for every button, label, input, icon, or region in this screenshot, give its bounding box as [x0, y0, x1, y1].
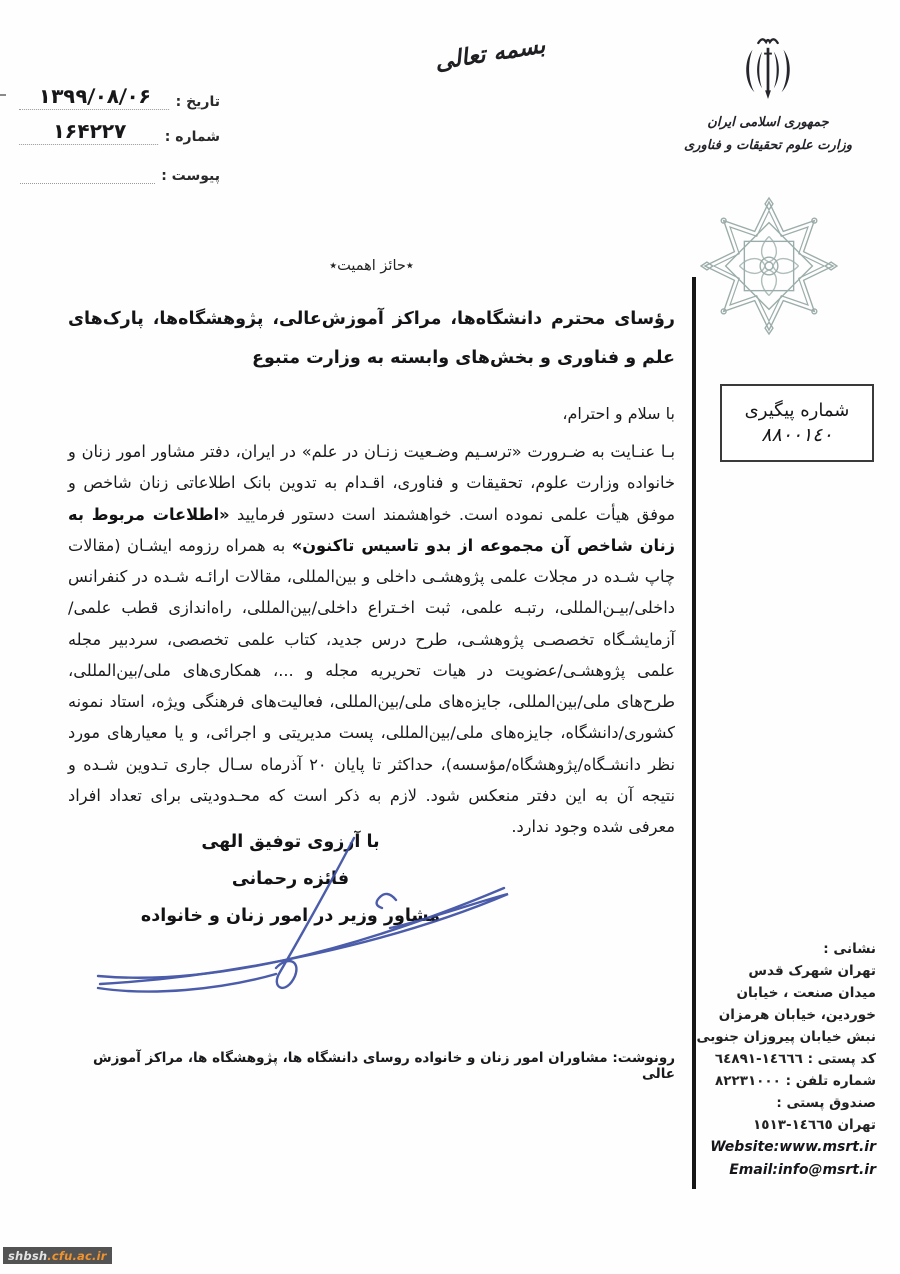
letter-body-bold-segment: «اطلاعات مربوط به زنان شاخص آن مجموعه از بدو تاسیس تاکنون» — [68, 504, 675, 555]
address-line: میدان صنعت ، خیابان — [736, 985, 876, 1001]
address-label: نشانی : — [823, 941, 876, 957]
phone-line — [676, 1070, 876, 1092]
cc-line: رونوشت: مشاوران امور زنان و خانواده روسای دانشگاه ها، پژوهشگاه ها، مراکز آموزش عالی — [92, 1050, 675, 1082]
letterhead-emblem-block — [678, 34, 858, 158]
emblem-ministry-line: وزارت علوم تحقیقات و فناوری — [683, 137, 852, 153]
iran-emblem-icon — [739, 34, 797, 108]
po-box-city: تهران — [837, 1117, 876, 1133]
attachment-label: پیوست : — [161, 168, 220, 184]
signature-wish-line: با آرزوی توفیق الهی — [201, 832, 380, 852]
bismillah-calligraphy: بسمه تعالی — [432, 31, 548, 76]
watermark-badge — [3, 1247, 112, 1264]
tracking-number-value: ٨٨٠٠١٤٠ — [761, 424, 833, 446]
number-row — [20, 119, 220, 145]
letter-meta-block — [20, 84, 220, 193]
number-value: ۱۶۴۲۲۷ — [19, 119, 160, 145]
attachment-row — [20, 165, 220, 184]
letter-body-segment: بـا عنـایت به ضـرورت «ترسـیم وضـعیت زنـان در علم» در ایران، دفتر مشاور امور زنان و خانواده وزارت علوم، تحقیقات و فناوری، اقـدام به تدوین بانک اطلاعاتی زنان شاخص و موفق هیأت علمی نموده است. خواهشمند است دستور فرمایید — [68, 442, 675, 524]
po-box-label: صندوق پستی : — [776, 1095, 876, 1111]
letter-body — [68, 436, 675, 842]
edge-mark — [0, 94, 6, 96]
date-label: تاریخ : — [175, 94, 220, 110]
email-line: Email:info@msrt.ir — [729, 1161, 876, 1178]
signatory-name: فائزه رحمانی — [231, 869, 350, 890]
number-label: شماره : — [164, 129, 220, 145]
postal-code-value: ١٤٦٦٦-٦٤٨٩١ — [714, 1051, 803, 1067]
recipient-heading: رؤسای محترم دانشگاه‌ها، مراکز آموزش‌عالی، پژوهشگاه‌ها، پارک‌های علم و فناوری و بخش‌های وابسته به وزارت متبوع — [68, 309, 675, 368]
postal-code-line — [676, 1048, 876, 1070]
tracking-number-box — [720, 384, 874, 462]
address-line: تهران شهرک قدس — [748, 963, 876, 979]
emblem-country-line: جمهوری اسلامی ایران — [707, 115, 829, 130]
footer-contact-block — [676, 938, 876, 1182]
signature-block — [108, 824, 473, 935]
address-lines — [676, 960, 876, 1048]
po-box-line — [676, 1114, 876, 1136]
date-value: ۱۳۹۹/۰۸/۰۶ — [19, 84, 170, 110]
tracking-number-label: شماره پیگیری — [744, 400, 850, 421]
attachment-value — [20, 165, 155, 184]
letter-body-segment: به همراه رزومه ایشـان (مقالات چاپ شـده در مجلات علمی پژوهشـی داخلی و بین‌المللی، مقالات ارائـه شـده در کنفرانس داخلی/بیـن‌المللی، رتبـه علمی، ثبت اخـتراع داخلی/بین‌المللی، راه‌اندازی قطب علمی/آزمایشـگاه تخصصـی پژوهشـی، طرح درس جدید، کتاب علمی تخصصی، سردبیر مجله علمی پژوهشـی/عضویت در هیات تحریریه مجله و ...، همکاری‌های ملی/بین‌المللی، طرح‌های ملی/بین‌المللی، جایزه‌های ملی/بین‌المللی، فعالیت‌های فرهنگی ویژه، استاد نمونه کشوری/دانشگاه، جایزه‌های ملی/بین‌المللی، پست مدیریتی و اجرائی، و یا معیارهای مورد نظر دانشـگاه/پژوهشگاه/مؤسسه)، حداکثر تا پایان ۲۰ آذرماه سـال جاری تـدوین شـده و نتیجه آن به این دفتر منعکس شود. لازم به ذکر است که محـدودیتی برای تعداد افراد معرفی شده وجود ندارد. — [68, 535, 675, 837]
postal-code-label: کد پستی : — [807, 1051, 876, 1067]
po-box-value: ١٤٦٦٥-١٥١٣ — [752, 1117, 833, 1133]
date-row — [20, 84, 220, 110]
website-line: Website:www.msrt.ir — [710, 1139, 876, 1155]
watermark-suffix: .cfu.ac.ir — [47, 1248, 107, 1263]
ornament-medallion-icon — [700, 196, 838, 336]
phone-label: شماره تلفن : — [785, 1073, 876, 1089]
salutation-line: با سلام و احترام، — [562, 404, 675, 423]
importance-note: ٭حائز اهمیت٭ — [329, 258, 414, 274]
address-line: خوردین، خیابان هرمزان — [718, 1007, 876, 1023]
address-line: نبش خیابان پیروزان جنوبی — [696, 1029, 876, 1045]
phone-value: ٨٢٢٣١٠٠٠ — [714, 1073, 781, 1089]
watermark-prefix: shbsh — [8, 1248, 48, 1263]
signatory-title: مشاور وزیر در امور زنان و خانواده — [140, 906, 441, 927]
